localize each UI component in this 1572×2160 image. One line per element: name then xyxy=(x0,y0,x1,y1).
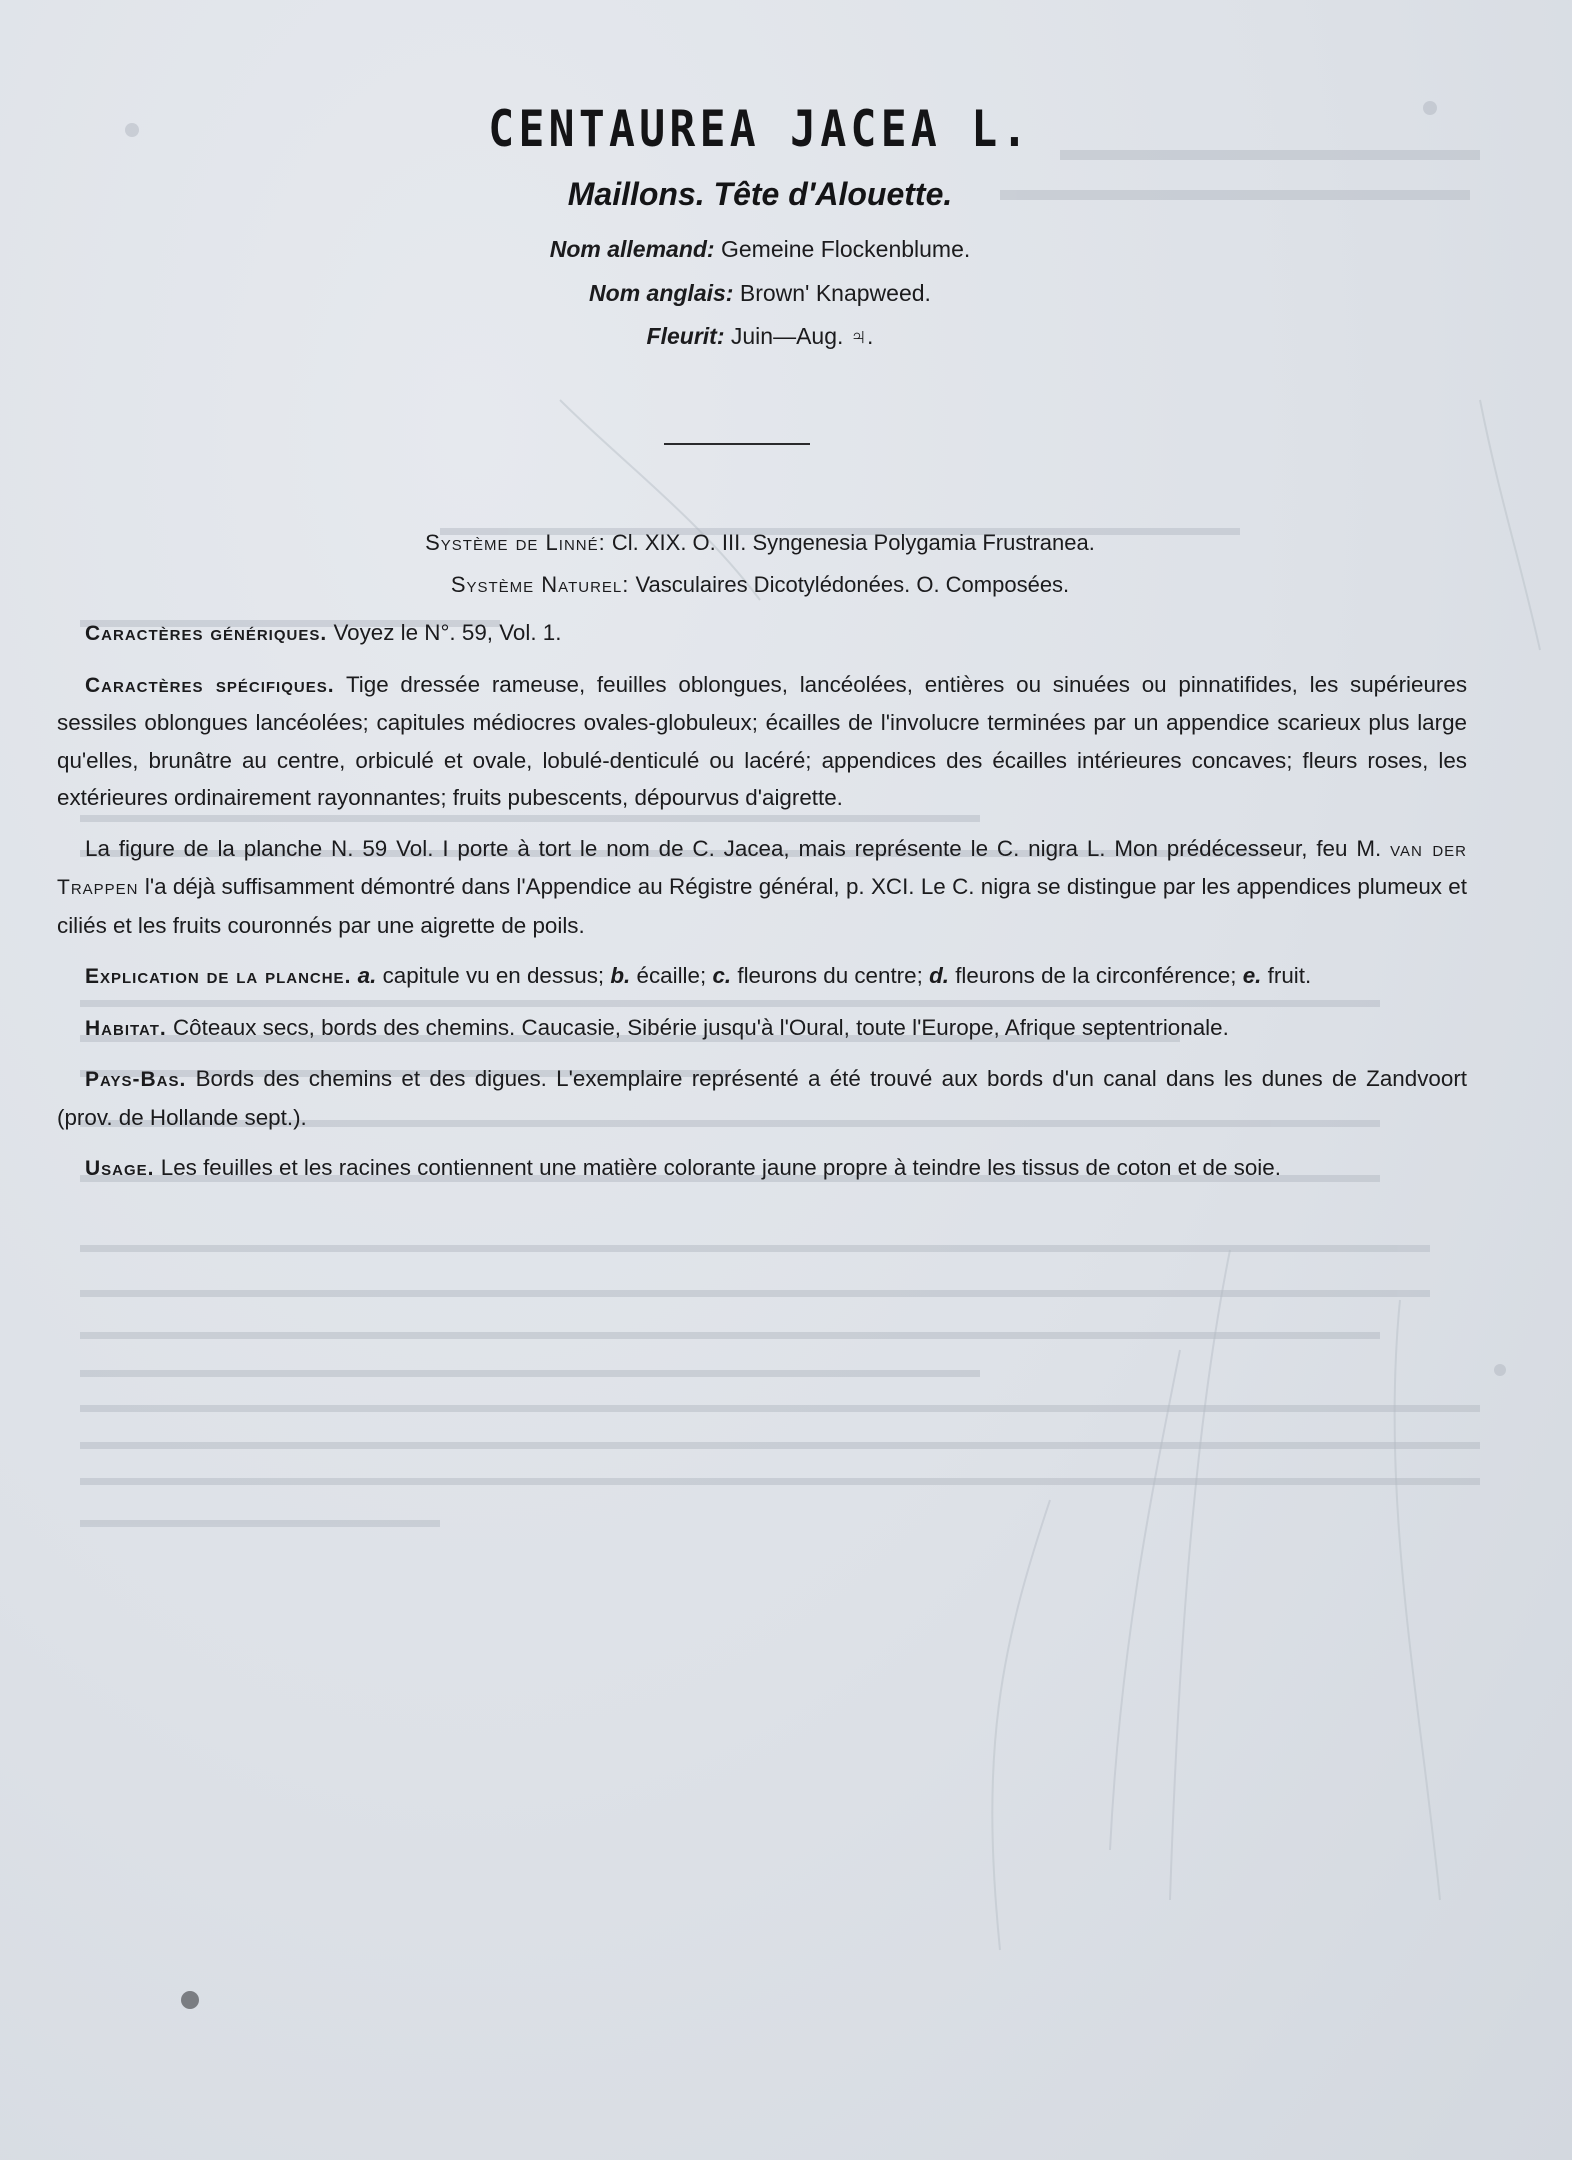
netherlands-heading: Pays-Bas. xyxy=(85,1068,187,1091)
plate-item-text-e: fruit. xyxy=(1267,963,1312,988)
plate-item-letter-a: a. xyxy=(357,963,377,988)
english-name-label: Nom anglais: xyxy=(589,280,734,306)
flowering-line xyxy=(0,323,1520,350)
usage-heading: Usage. xyxy=(85,1157,155,1180)
figure-note-text-2: l'a déjà suffisamment démontré dans l'Appendice au Régistre général, p. XCI. Le C. nigra se distingue par les appendices plumeux et ciliés et les fruits couronnés par une aigrette de poils. xyxy=(57,874,1467,938)
paragraph-specific-characters xyxy=(57,666,1467,817)
english-name-line xyxy=(0,280,1520,307)
plate-item-letter-e: e. xyxy=(1242,963,1262,988)
plate-item-text-b: écaille; xyxy=(636,963,707,988)
german-name-label: Nom allemand: xyxy=(549,236,715,262)
linne-system-value: Cl. XIX. O. III. Syngenesia Polygamia Frustranea. xyxy=(611,530,1095,555)
plate-item-letter-d: d. xyxy=(929,963,949,988)
paragraph-generic-characters xyxy=(57,614,1467,653)
plate-item-text-c: fleurons du centre; xyxy=(737,963,923,988)
plate-item-text-d: fleurons de la circonférence; xyxy=(955,963,1237,988)
plate-item-text-a: capitule vu en dessus; xyxy=(382,963,605,988)
specific-characters-text: Tige dressée rameuse, feuilles oblongues, lancéolées, entières ou sinuées ou pinnatifides, les supérieures sessiles oblongues lancéolées; capitules médiocres ovales-globuleux; écailles de l'involucre terminées par un appendice scarieux plus large qu'elles, brunâtre au centre, orbiculé et ovale, lobulé-denticulé ou lacéré; appendices des écailles intérieures concaves; fleurs roses, les extérieures ordinairement rayonnantes; fruits pubescents, dépourvus d'aigrette. xyxy=(57,671,1468,810)
habitat-heading: Habitat. xyxy=(85,1016,167,1040)
common-names-french: Maillons. Tête d'Alouette. xyxy=(567,176,953,212)
usage-text: Les feuilles et les racines contiennent une matière colorante jaune propre à teindre les tissus de coton et de soie. xyxy=(160,1155,1281,1180)
plate-item-letter-b: b. xyxy=(610,963,631,988)
flowering-label: Fleurit: xyxy=(646,323,725,349)
natural-system-label: Système Naturel: xyxy=(450,572,630,597)
paragraph-usage xyxy=(57,1149,1467,1188)
flowering-value: Juin—Aug. ♃. xyxy=(730,323,874,349)
generic-characters-heading: Caractères génériques. xyxy=(85,622,328,645)
netherlands-text: Bords des chemins et des digues. L'exemplaire représenté a été trouvé aux bords d'un canal dans les dunes de Zandvoort (prov. de Hollande sept.). xyxy=(57,1066,1467,1130)
linne-system-line xyxy=(0,530,1520,556)
plate-item-letter-c: c. xyxy=(712,963,732,988)
english-name-value: Brown' Knapweed. xyxy=(739,280,931,306)
specific-characters-heading: Caractères spécifiques. xyxy=(85,673,335,697)
linne-system-label: Système de Linné: xyxy=(425,530,606,555)
paragraph-netherlands xyxy=(57,1060,1467,1136)
natural-system-line xyxy=(0,572,1520,598)
paragraph-plate-explanation xyxy=(57,957,1467,996)
habitat-text: Côteaux secs, bords des chemins. Caucasie, Sibérie jusqu'à l'Oural, toute l'Europe, Afrique septentrionale. xyxy=(173,1014,1229,1040)
generic-characters-text: Voyez le N°. 59, Vol. 1. xyxy=(333,620,562,645)
german-name-line xyxy=(0,236,1520,263)
figure-note-text-1: La figure de la planche N. 59 Vol. I porte à tort le nom de C. Jacea, mais représente le C. nigra L. Mon prédécesseur, feu M. xyxy=(85,835,1382,861)
figure-note-person-name: van der Trappen xyxy=(57,837,1467,899)
section-divider xyxy=(664,443,810,445)
page-title: CENTAUREA JACEA L. xyxy=(488,100,1032,158)
paragraph-habitat xyxy=(57,1009,1467,1048)
natural-system-value: Vasculaires Dicotylédonées. O. Composées. xyxy=(635,572,1070,597)
description-body xyxy=(57,614,1467,1201)
plate-explanation-heading: Explication de la planche. xyxy=(85,965,352,988)
german-name-value: Gemeine Flockenblume. xyxy=(720,236,971,262)
paragraph-figure-note xyxy=(57,830,1467,945)
